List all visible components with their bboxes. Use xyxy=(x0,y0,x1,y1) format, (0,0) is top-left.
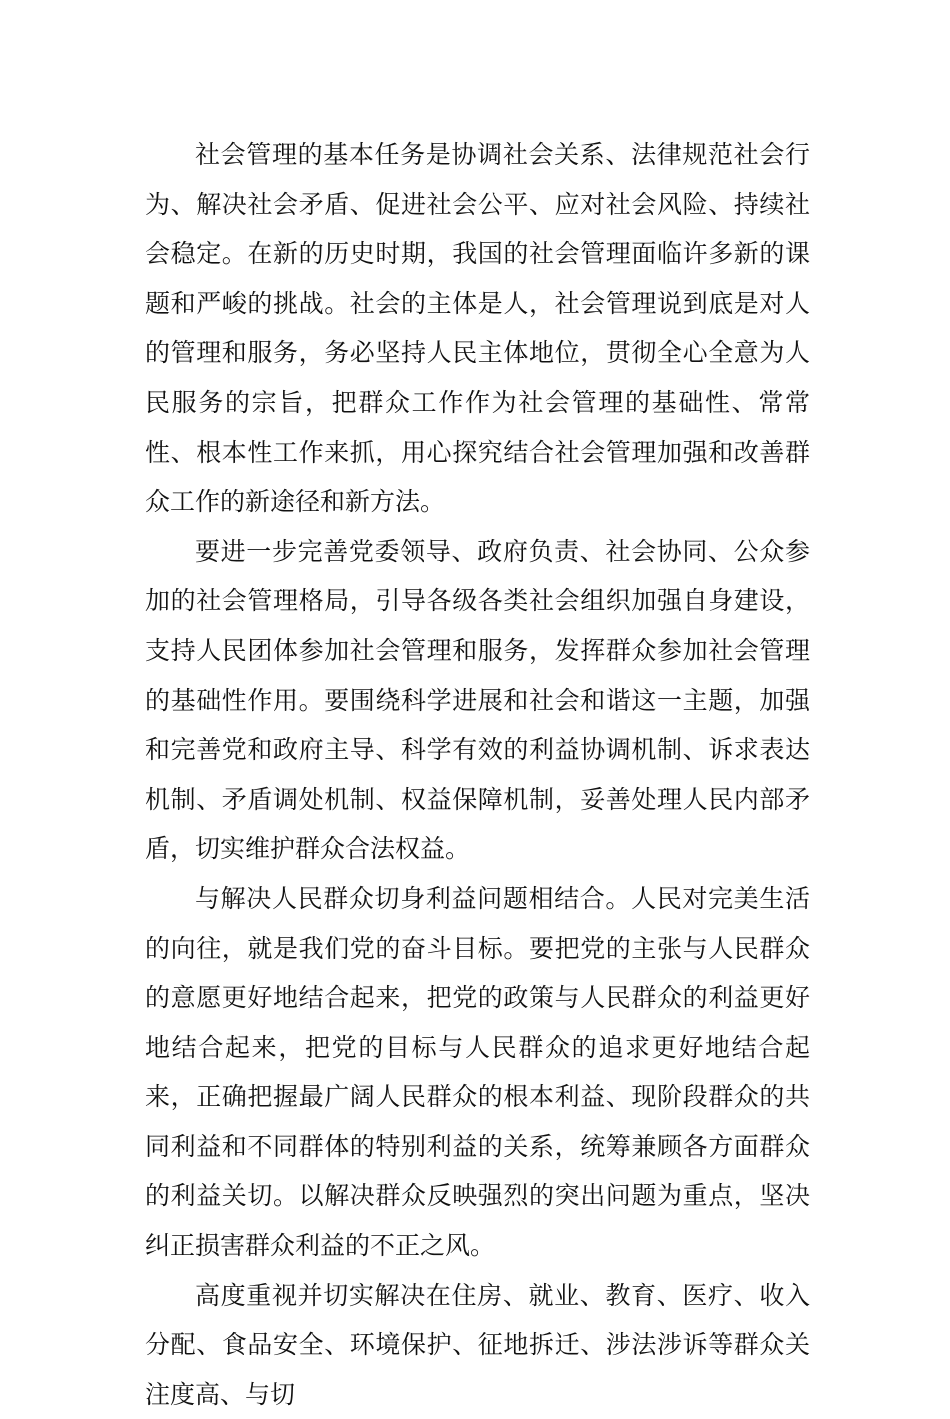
paragraph-3: 与解决人民群众切身利益问题相结合。人民对完美生活的向往，就是我们党的奋斗目标。要把党的主张与人民群众的意愿更好地结合起来，把党的政策与人民群众的利益更好地结合起来，把党的目标与人民群众的追求更好地结合起来，正确把握最广阔人民群众的根本利益、现阶段群众的共同利益和不同群体的特别利益的关系，统筹兼顾各方面群众的利益关切。以解决群众反映强烈的突出问题为重点，坚决纠正损害群众利益的不正之风。 xyxy=(145,883,810,1261)
paragraph-4: 高度重视并切实解决在住房、就业、教育、医疗、收入分配、食品安全、环境保护、征地拆迁、涉法涉诉等群众关注度高、与切 xyxy=(145,1280,810,1409)
paragraph-1: 社会管理的基本任务是协调社会关系、法律规范社会行为、解决社会矛盾、促进社会公平、应对社会风险、持续社会稳定。在新的历史时期，我国的社会管理面临许多新的课题和严峻的挑战。社会的主体是人，社会管理说到底是对人的管理和服务，务必坚持人民主体地位，贯彻全心全意为人民服务的宗旨，把群众工作作为社会管理的基础性、常常性、根本性工作来抓，用心探究结合社会管理加强和改善群众工作的新途径和新方法。 xyxy=(145,140,810,517)
paragraph-2: 要进一步完善党委领导、政府负责、社会协同、公众参加的社会管理格局，引导各级各类社会组织加强自身建设，支持人民团体参加社会管理和服务，发挥群众参加社会管理的基础性作用。要围绕科学进展和社会和谐这一主题，加强和完善党和政府主导、科学有效的利益协调机制、诉求表达机制、矛盾调处机制、权益保障机制，妥善处理人民内部矛盾，切实维护群众合法权益。 xyxy=(145,536,810,864)
document-body xyxy=(145,130,810,1419)
